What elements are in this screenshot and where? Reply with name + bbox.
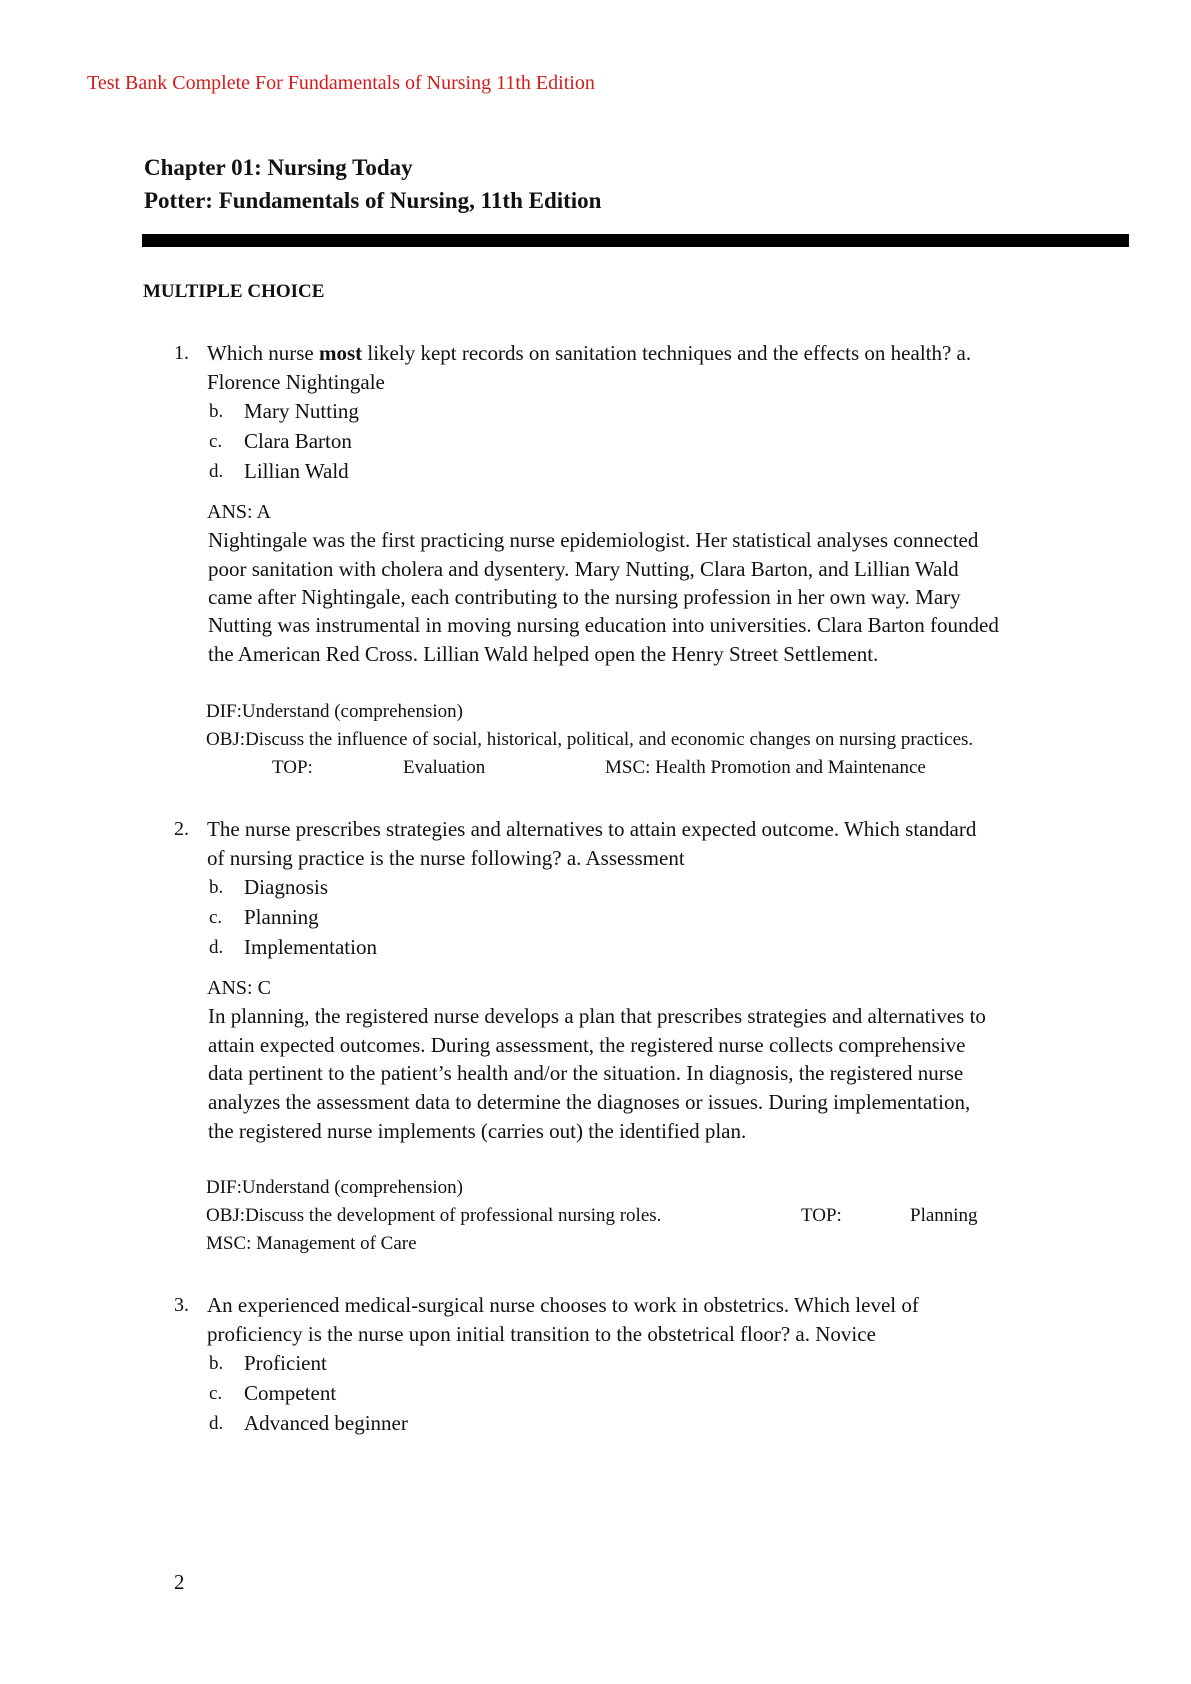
- msc: MSC: Management of Care: [206, 1233, 417, 1254]
- title-rule: [142, 234, 1129, 247]
- stem-emphasis: most: [318, 341, 363, 365]
- topic-value: Evaluation: [403, 757, 486, 778]
- option-c: Planning: [244, 905, 319, 929]
- rationale-line: analyzes the assessment data to determine the diagnoses or issues. During implementation,: [208, 1090, 971, 1114]
- rationale-line: Nutting was instrumental in moving nursing education into universities. Clara Barton founded: [208, 613, 999, 637]
- option-letter: d.: [209, 461, 224, 482]
- option-letter: c.: [209, 1383, 223, 1404]
- option-b: Diagnosis: [244, 875, 328, 899]
- option-d: Lillian Wald: [244, 459, 349, 483]
- option-a: Florence Nightingale: [207, 370, 385, 394]
- book-title: Potter: Fundamentals of Nursing, 11th Edition: [144, 188, 602, 213]
- question-stem: [207, 341, 971, 366]
- question-stem: An experienced medical-surgical nurse chooses to work in obstetrics. Which level of: [207, 1293, 919, 1317]
- question-number: 1.: [174, 342, 189, 364]
- question-stem: The nurse prescribes strategies and alternatives to attain expected outcome. Which standard: [207, 817, 977, 841]
- rationale-line: poor sanitation with cholera and dysentery. Mary Nutting, Clara Barton, and Lillian Wald: [208, 557, 959, 581]
- option-b: Proficient: [244, 1351, 327, 1375]
- answer-key: ANS: A: [207, 501, 271, 523]
- option-letter: c.: [209, 431, 223, 452]
- option-letter: d.: [209, 1413, 224, 1434]
- topic-label: TOP:: [272, 757, 313, 778]
- option-d: Advanced beginner: [244, 1411, 408, 1435]
- page-header: Test Bank Complete For Fundamentals of Nursing 11th Edition: [87, 72, 595, 94]
- objective: OBJ:Discuss the influence of social, historical, political, and economic changes on nursing practices.: [206, 729, 974, 750]
- difficulty: DIF:Understand (comprehension): [206, 701, 463, 722]
- section-heading: MULTIPLE CHOICE: [143, 281, 325, 302]
- topic-value: Planning: [910, 1205, 978, 1226]
- rationale-line: the registered nurse implements (carries out) the identified plan.: [208, 1119, 747, 1143]
- question-number: 2.: [174, 818, 189, 840]
- option-c: Competent: [244, 1381, 337, 1405]
- difficulty: DIF:Understand (comprehension): [206, 1177, 463, 1198]
- msc: MSC: Health Promotion and Maintenance: [605, 757, 926, 778]
- option-c: Clara Barton: [244, 429, 352, 453]
- chapter-title: Chapter 01: Nursing Today: [144, 155, 413, 180]
- rationale-line: came after Nightingale, each contributing to the nursing profession in her own way. Mary: [208, 585, 961, 609]
- stem-text: likely kept records on sanitation techniques and the effects on health? a.: [362, 341, 972, 365]
- option-letter: b.: [209, 877, 224, 898]
- stem-text: Which nurse: [207, 341, 319, 365]
- page-number: 2: [174, 1570, 185, 1594]
- question-stem: proficiency is the nurse upon initial transition to the obstetrical floor? a. Novice: [207, 1322, 876, 1346]
- rationale-line: attain expected outcomes. During assessment, the registered nurse collects comprehensive: [208, 1033, 966, 1057]
- topic-label: TOP:: [801, 1205, 842, 1226]
- option-letter: c.: [209, 907, 223, 928]
- option-b: Mary Nutting: [244, 399, 359, 423]
- option-letter: b.: [209, 1353, 224, 1374]
- rationale-line: data pertinent to the patient’s health and/or the situation. In diagnosis, the registered nurse: [208, 1061, 964, 1085]
- question-number: 3.: [174, 1294, 189, 1316]
- objective: OBJ:Discuss the development of professional nursing roles.: [206, 1205, 662, 1226]
- answer-key: ANS: C: [207, 977, 271, 999]
- option-letter: d.: [209, 937, 224, 958]
- rationale-line: In planning, the registered nurse develops a plan that prescribes strategies and alternatives to: [208, 1004, 986, 1028]
- option-d: Implementation: [244, 935, 377, 959]
- question-stem: of nursing practice is the nurse following? a. Assessment: [207, 846, 685, 870]
- rationale-line: the American Red Cross. Lillian Wald helped open the Henry Street Settlement.: [208, 642, 879, 666]
- option-letter: b.: [209, 401, 224, 422]
- rationale-line: Nightingale was the first practicing nurse epidemiologist. Her statistical analyses connected: [208, 528, 979, 552]
